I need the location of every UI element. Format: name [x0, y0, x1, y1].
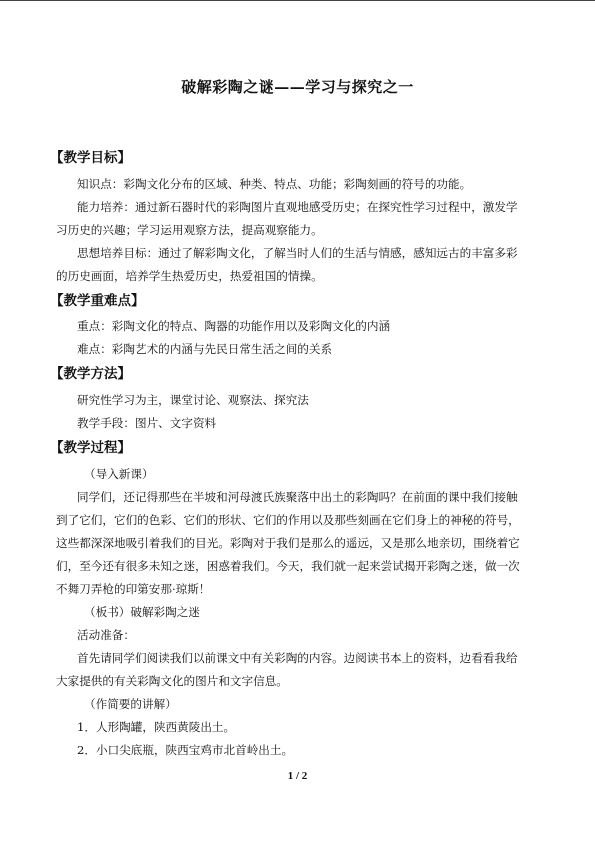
paragraph-line: 不舞刀弄枪的印第安那·琼斯！: [56, 582, 211, 596]
list-item: 1．人形陶罐，陕西黄陵出土。: [77, 720, 236, 734]
paragraph-line: 同学们，还记得那些在半坡和河母渡氏族聚落中出土的彩陶吗？在前面的课中我们接触: [77, 490, 518, 504]
paragraph-line: 能力培养：通过新石器时代的彩陶图片直观地感受历史；在探究性学习过程中，激发学: [77, 200, 518, 214]
section-heading-methods: 【教学方法】: [50, 366, 131, 382]
paragraph-line: 知识点：彩陶文化分布的区域、种类、特点、功能；彩陶刻画的符号的功能。: [77, 177, 472, 191]
paragraph-line: 活动准备：: [77, 628, 135, 642]
section-heading-objectives: 【教学目标】: [50, 150, 131, 166]
paragraph-line: 研究性学习为主，课堂讨论、观察法、探究法: [77, 393, 309, 407]
paragraph-line: 难点：彩陶艺术的内涵与先民日常生活之间的关系: [77, 342, 333, 356]
page-number: 1 / 2: [287, 770, 308, 782]
paragraph-line: （导入新课）: [84, 467, 154, 481]
paragraph-line: 习历史的兴趣；学习运用观察方法，提高观察能力。: [56, 223, 323, 237]
paragraph-line: 这些都深深地吸引着我们的目光。彩陶对于我们是那么的遥远，又是那么地亲切，围绕着它: [56, 536, 520, 550]
paragraph-line: 的历史画面，培养学生热爱历史，热爱祖国的情操。: [56, 269, 323, 283]
paragraph-line: 大家提供的有关彩陶文化的图片和文字信息。: [56, 674, 288, 688]
paragraph-line: （板书）破解彩陶之迷: [84, 605, 200, 619]
section-heading-process: 【教学过程】: [50, 440, 131, 456]
paragraph-line: 们，至今还有很多未知之迷，困惑着我们。今天，我们就一起来尝试揭开彩陶之迷，做一次: [56, 559, 520, 573]
paragraph-line: 重点：彩陶文化的特点、陶器的功能作用以及彩陶文化的内涵: [77, 319, 391, 333]
list-item: 2．小口尖底瓶，陕西宝鸡市北首岭出土。: [77, 743, 294, 757]
paragraph-line: 到了它们，它们的色彩、它们的形状、它们的作用以及那些刻画在它们身上的神秘的符号，: [56, 513, 520, 527]
paragraph-line: （作简要的讲解）: [84, 697, 177, 711]
section-heading-key-points: 【教学重难点】: [50, 293, 145, 309]
paragraph-line: 思想培养目标：通过了解彩陶文化，了解当时人们的生活与情感，感知远古的丰富多彩: [77, 246, 518, 260]
paragraph-line: 教学手段：图片、文字资料: [77, 416, 217, 430]
document-title: 破解彩陶之谜——学习与探究之一: [181, 78, 414, 96]
page-top-border: [0, 0, 595, 1]
paragraph-line: 首先请同学们阅读我们以前课文中有关彩陶的内容。边阅读书本上的资料，边看看我给: [77, 651, 518, 665]
